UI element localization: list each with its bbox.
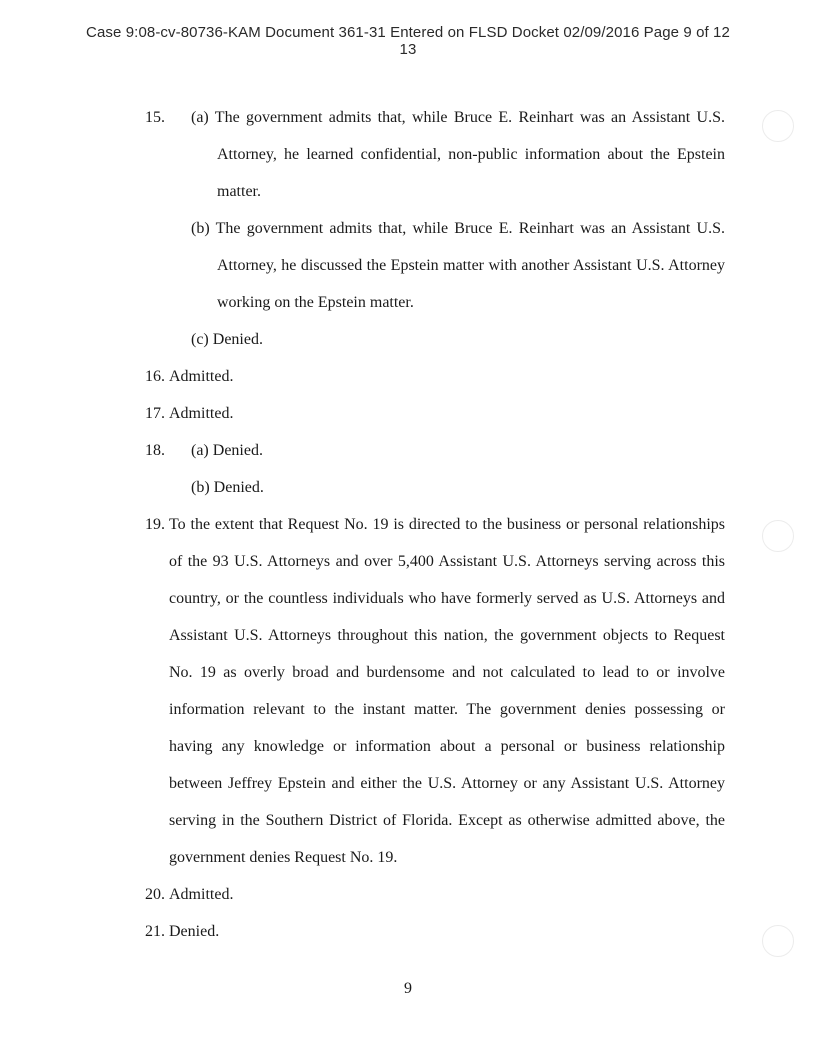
item-15-b — [169, 210, 725, 321]
item-text: Admitted. — [169, 886, 234, 903]
item-17 — [145, 395, 725, 432]
sub-label: (b) — [191, 479, 210, 496]
sub-text: Denied. — [212, 442, 263, 459]
sub-label: (c) — [191, 331, 209, 348]
item-number: 18. — [145, 442, 165, 459]
item-number: 17. — [145, 405, 165, 422]
item-number: 20. — [145, 886, 165, 903]
punch-hole-mark — [762, 925, 794, 957]
item-text: Denied. — [169, 923, 220, 940]
sub-label: (a) — [191, 109, 209, 126]
sub-label: (a) — [191, 442, 209, 459]
item-18 — [145, 432, 725, 506]
item-number: 16. — [145, 368, 165, 385]
punch-hole-mark — [762, 110, 794, 142]
page-number: 9 — [404, 980, 412, 997]
item-18-a — [169, 432, 725, 469]
item-text: Admitted. — [169, 368, 234, 385]
item-16 — [145, 358, 725, 395]
item-18-b — [169, 469, 725, 506]
item-number: 21. — [145, 923, 165, 940]
sub-text: The government admits that, while Bruce E. Reinhart was an Assistant U.S. Attorney, he discussed the Epstein matter with another Assistant U.S. Attorney working on the Epstein matter. — [215, 220, 725, 311]
item-15-c — [169, 321, 725, 358]
item-number: 19. — [145, 516, 165, 533]
sub-text: Denied. — [213, 479, 264, 496]
case-header-page-count: 13 — [399, 41, 417, 58]
item-text: Admitted. — [169, 405, 234, 422]
sub-text: The government admits that, while Bruce E. Reinhart was an Assistant U.S. Attorney, he learned confidential, non-public information about the Epstein matter. — [214, 109, 726, 200]
item-number: 15. — [145, 109, 165, 126]
punch-hole-mark — [762, 520, 794, 552]
item-19 — [145, 506, 725, 876]
item-20 — [145, 876, 725, 913]
item-text: To the extent that Request No. 19 is directed to the business or personal relationships of the 93 U.S. Attorneys and over 5,400 Assistant U.S. Attorneys serving across this country, or the countless individuals who have formerly served as U.S. Attorneys and Assistant U.S. Attorneys throughout this nation, the government objects to Request No. 19 as overly broad and burdensome and not calculated to lead to or involve information relevant to the instant matter. The government denies possessing or having any knowledge or information about a personal or business relationship between Jeffrey Epstein and either the U.S. Attorney or any Assistant U.S. Attorney serving in the Southern District of Florida. Except as otherwise admitted above, the government denies Request No. 19. — [169, 516, 725, 866]
case-header — [0, 24, 816, 58]
item-15-a — [169, 99, 725, 210]
case-header-line: Case 9:08-cv-80736-KAM Document 361-31 Entered on FLSD Docket 02/09/2016 Page 9 of 12 — [86, 24, 730, 41]
sub-text: Denied. — [212, 331, 263, 348]
document-body — [145, 99, 725, 950]
item-15 — [145, 99, 725, 358]
sub-label: (b) — [191, 220, 210, 237]
item-21 — [145, 913, 725, 950]
